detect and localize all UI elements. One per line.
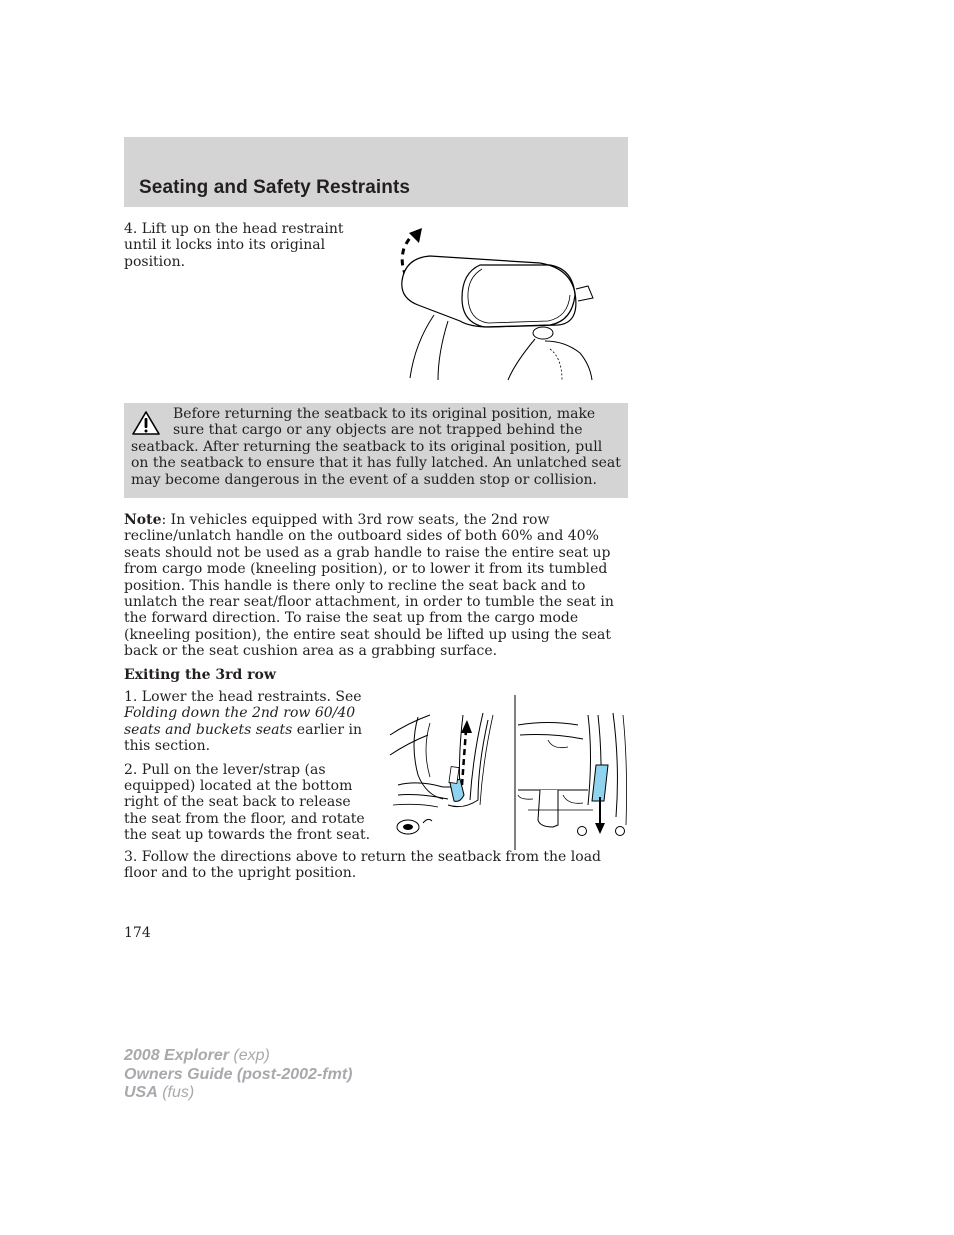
section-title: Seating and Safety Restraints	[139, 177, 411, 198]
footer-market-code: (fus)	[157, 1084, 195, 1101]
lever-arrow	[462, 730, 466, 785]
footer-model: 2008 Explorer	[124, 1047, 229, 1064]
page-number: 174	[124, 925, 151, 941]
head-restraint-outline	[402, 256, 576, 327]
seat-left-edge	[410, 315, 434, 378]
warning-text: Before returning the seatback to its original position, make sure that cargo or any objects are not trapped behind the seatback. After returning the seatback to its original position, pull on the seatback to ensure that it has fully latched. An unlatched seat may become dangerous in the event of a sudden stop or collision.	[131, 406, 621, 488]
footer-model-code: (exp)	[228, 1047, 270, 1064]
warning-text-block	[131, 406, 621, 488]
footer-line-3	[124, 1084, 352, 1103]
seat-shoulder-inner	[550, 349, 562, 380]
right-panel-drawing	[518, 713, 627, 836]
seat-shoulder	[545, 341, 592, 380]
head-restraint-illustration	[390, 223, 610, 383]
seat-right-edge	[508, 339, 535, 380]
step-1-prefix: 1. Lower the head restraints. See	[124, 689, 362, 705]
side-clip	[576, 286, 593, 301]
warning-box	[124, 403, 628, 498]
seat-inner-edge	[438, 321, 448, 380]
note-paragraph	[124, 512, 628, 660]
step-1-reference: Folding down the 2nd row 60/40 seats and buckets seats	[124, 705, 356, 738]
step-3: 3. Follow the directions above to return the seatback from the load floor and to the upright position.	[124, 849, 602, 882]
lever-strap-right	[592, 765, 608, 801]
post-collar	[533, 327, 553, 339]
step-1	[124, 689, 374, 755]
exiting-heading: Exiting the 3rd row	[124, 667, 276, 683]
footer-guide: Owners Guide (post-2002-fmt)	[124, 1065, 353, 1083]
footer-market: USA	[124, 1084, 158, 1101]
lift-arrow-head	[409, 228, 422, 243]
document-footer	[124, 1047, 352, 1103]
step-2: 2. Pull on the lever/strap (as equipped) located at the bottom right of the seat back to release the seat from the floor, and rotate the seat up towards the front seat.	[124, 761, 371, 844]
exiting-steps	[124, 689, 374, 851]
seat-lever-illustration	[388, 695, 630, 853]
left-panel-drawing	[390, 713, 493, 834]
footer-line-1	[124, 1047, 352, 1066]
note-label: Note	[124, 512, 162, 528]
step-1-suffix: earlier in this section.	[124, 721, 362, 755]
pull-arrow-head	[595, 823, 605, 834]
section-header	[124, 137, 628, 207]
step-4-text: 4. Lift up on the head restraint until it locks into its original position.	[124, 221, 344, 270]
footer-line-2	[124, 1066, 352, 1085]
note-text: : In vehicles equipped with 3rd row seats, the 2nd row recline/unlatch handle on the outboard sides of both 60% and 40% seats should not be used as a grab handle to raise the entire seat up from cargo mode (kneeling position), or to lower it from its tumbled position. This handle is there only to recline the seat back and to unlatch the rear seat/floor attachment, in order to tumble the seat in the forward direction. To raise the seat up from the cargo mode (kneeling position), the entire seat should be lifted up using the seat back or the seat cushion area as a grabbing surface.	[124, 512, 614, 660]
